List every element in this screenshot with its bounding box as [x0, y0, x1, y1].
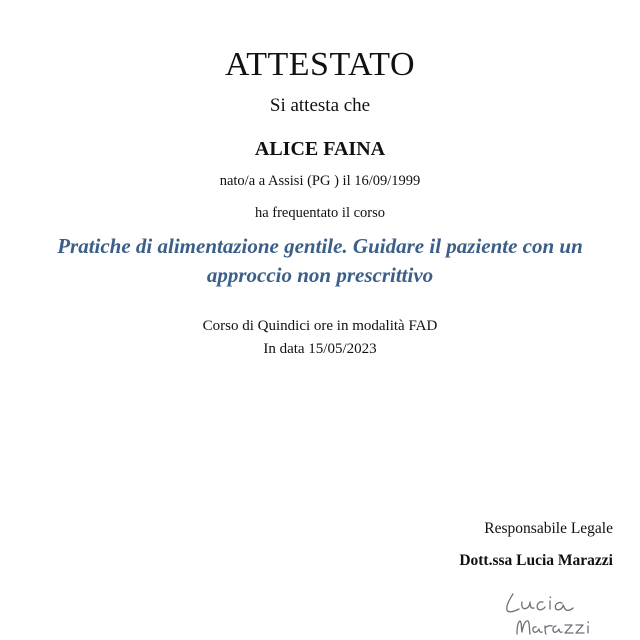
signatory-name: Dott.ssa Lucia Marazzi: [459, 552, 613, 569]
handwritten-signature: [495, 582, 615, 640]
course-description: Corso di Quindici ore in modalità FAD: [202, 318, 438, 334]
course-title: Pratiche di alimentazione gentile. Guidare il paziente con un approccio non prescrittivo: [57, 234, 583, 287]
attended-course-text: ha frequentato il corso: [254, 205, 386, 221]
course-date: In data 15/05/2023: [263, 341, 377, 357]
birth-info: nato/a a Assisi (PG ) il 16/09/1999: [219, 173, 421, 189]
certificate-title: ATTESTATO: [224, 46, 416, 83]
recipient-name: ALICE FAINA: [254, 138, 386, 160]
signatory-role: Responsabile Legale: [484, 520, 613, 537]
attest-statement: Si attesta che: [269, 95, 371, 116]
